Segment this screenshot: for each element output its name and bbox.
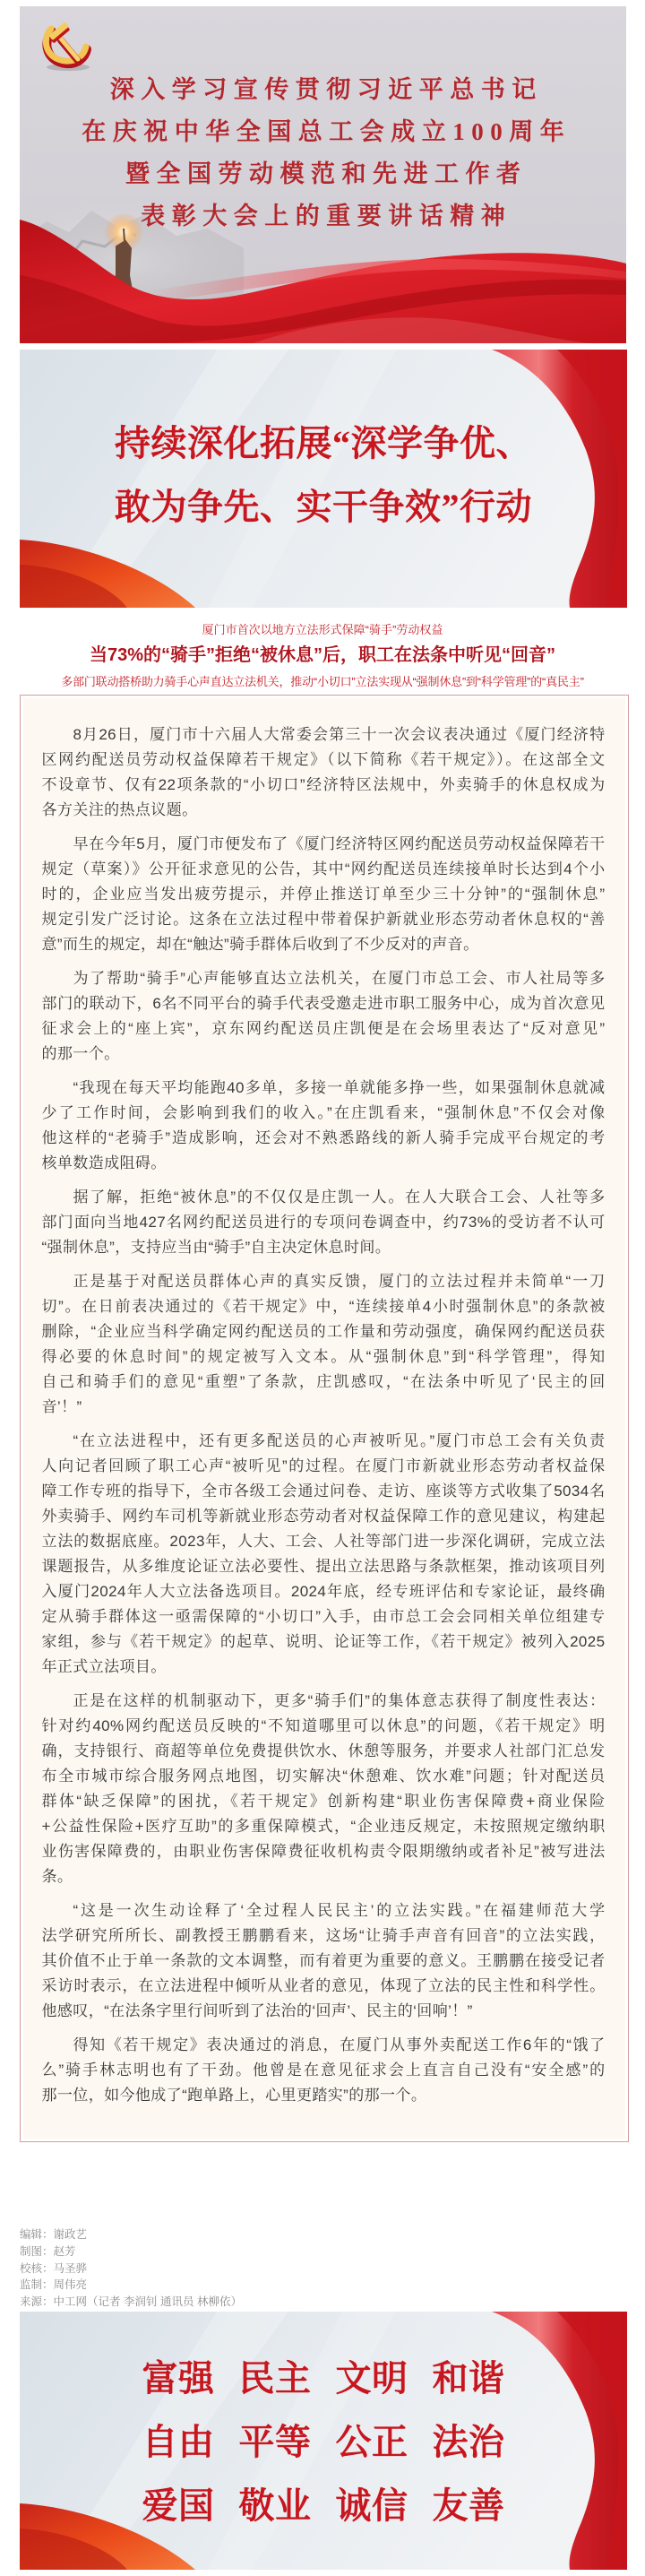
article-line: 条。 [41, 1867, 73, 1885]
article-paragraph [42, 1076, 606, 1176]
article-body [42, 722, 606, 2108]
article-paragraph [42, 722, 606, 823]
article-line: 意”而生的规定，却在“触达”骑手群体后收到了不少反对的声音。 [41, 935, 479, 953]
article-line: 其价值不止于单一条款的文本调整，而有着更为重要的意义。王鹏鹏在接受记者 [41, 1951, 606, 1969]
core-values-row [20, 2357, 627, 2400]
core-value: 法治 [432, 2422, 505, 2462]
article-line: 征求会上的“座上宾”，京东网约配送员庄凯便是在会场里表达了“反对意见” [41, 1019, 606, 1037]
core-value: 民主 [238, 2358, 312, 2399]
banner-title-line: 深入学习宣传贯彻习近平总书记 [109, 76, 543, 103]
article-line: 早在今年5月，厦门市便发布了《厦门经济特区网约配送员劳动权益保障若干 [73, 834, 606, 852]
core-value: 爱国 [142, 2485, 215, 2526]
article-paragraph [42, 966, 606, 1067]
core-value: 友善 [432, 2485, 505, 2526]
article-line: 时的，企业应当发出疲劳提示，并停止推送订单至少三十分钟”的“强制休息” [41, 885, 606, 903]
article-subheadline: 多部门联动搭桥助力骑手心声直达立法机关，推动“小切口”立法实现从“强制休息”到“科学管理”的“真民主” [61, 675, 584, 688]
article-line: 切”。在日前表决通过的《若干规定》中，“连续接单4小时强制休息”的条款被 [41, 1297, 606, 1315]
banner-title-line: 持续深化拓展“深学争优、 [115, 423, 532, 463]
article-line: 得必要的休息时间”的规定被写入文本。从“强制休息”到“科学管理”，得知 [41, 1347, 606, 1365]
credit-source [20, 2294, 242, 2311]
article-line: “强制休息”，支持应当由“骑手”自主决定休息时间。 [41, 1238, 391, 1256]
credit-value: 赵芳 [53, 2244, 76, 2258]
article-line: 部门的联动下，6名不同平台的骑手代表受邀走进市职工服务中心，成为首次意见 [41, 994, 606, 1012]
article-paragraph [42, 1269, 606, 1420]
banner-title-line: 表彰大会上的重要讲话精神 [141, 203, 512, 229]
article-line: 规定（草案）》公开征求意见的公告，其中“网约配送员连续接单时长达到4个小 [41, 860, 606, 877]
credit-value: 马圣骅 [53, 2261, 88, 2275]
article-line: 正是在这样的机制驱动下，更多“骑手们”的集体意志获得了制度性表达： [73, 1691, 606, 1709]
credit-separator: ： [42, 2261, 54, 2275]
article-line: 各方关注的热点议题。 [41, 800, 198, 818]
credit-value: 中工网（记者 李润钊 通讯员 林柳依） [53, 2295, 242, 2309]
credit-label: 编辑 [20, 2228, 43, 2241]
core-value: 自由 [142, 2422, 215, 2462]
credit-value: 谢政艺 [53, 2228, 88, 2241]
article-line: 少了工作时间，会影响到我们的收入。”在庄凯看来，“强制休息”不仅会对像 [41, 1103, 606, 1121]
article-line: 群体“缺乏保障”的困扰，《若干规定》创新构建“职业伤害保障费+商业保险 [41, 1792, 606, 1810]
credit-supervisor [20, 2277, 242, 2294]
article-paragraph [42, 1429, 606, 1680]
article-line: 人向记者回顾了职工心声“被听见”的过程。在厦门市新就业形态劳动者权益保 [41, 1457, 606, 1474]
article-line: 针对约40%网约配送员反映的“不知道哪里可以休息”的问题，《若干规定》明 [41, 1716, 606, 1734]
article-line: 障工作专班的指导下，全市各级工会通过问卷、走访、座谈等方式收集了5034名 [41, 1482, 606, 1500]
article-line: 法学研究所所长、副教授王鹏鹏看来，这场“让骑手声音有回音”的立法实践， [41, 1926, 606, 1944]
article-line: 核单数造成阻碍。 [41, 1154, 167, 1171]
article-line: +公益性保险+医疗互助”的多重保障模式，“企业违反规定，未按照规定缴纳职 [41, 1817, 606, 1835]
core-values-row [20, 2485, 627, 2528]
article-line: 么”骑手林志明也有了干劲。他曾是在意见征求会上直言自己没有“安全感”的 [41, 2061, 606, 2079]
credit-label: 制图 [20, 2244, 43, 2258]
core-value: 文明 [335, 2358, 408, 2399]
article-line: 采访时表示，在立法进程中倾听从业者的意见，体现了立法的民主性和科学性。 [41, 1976, 606, 1994]
article-line: 年正式立法项目。 [41, 1657, 167, 1675]
article-line: 规定引发广泛讨论。这条在立法过程中带着保护新就业形态劳动者休息权的“善 [41, 910, 606, 928]
credit-editor [20, 2226, 242, 2243]
article-line: 的那一个。 [41, 1044, 120, 1062]
article-body-box [20, 695, 629, 2142]
core-value: 和谐 [432, 2358, 505, 2399]
core-value: 平等 [238, 2422, 312, 2462]
credit-label: 监制 [20, 2278, 43, 2292]
article-credits [20, 2226, 242, 2311]
party-emblem-icon [39, 21, 93, 73]
credit-proofreader [20, 2260, 242, 2278]
article-line: “在立法进程中，还有更多配送员的心声被听见。”厦门市总工会有关负责 [73, 1431, 606, 1449]
article-paragraph [42, 1689, 606, 1889]
article-line: “我现在每天平均能跑40多单，多接一单就能多挣一些，如果强制休息就减 [73, 1078, 606, 1096]
top-banner-study-spirit [20, 6, 626, 343]
banner-title-line: 敢为争先、实干争效”行动 [115, 487, 532, 527]
credit-label: 校核 [20, 2261, 43, 2275]
article-line: 入厦门2024年人大立法备选项目。2024年底，经专班评估和专家论证，最终确 [41, 1582, 606, 1600]
article-paragraph [42, 1898, 606, 2024]
credit-separator: ： [42, 2295, 54, 2309]
action-campaign-banner [20, 350, 627, 608]
article-line: 外卖骑手、网约车司机等新就业形态劳动者对权益保障工作的意见建议，构建起 [41, 1507, 606, 1525]
credit-value: 周伟亮 [53, 2278, 88, 2292]
core-value: 敬业 [238, 2485, 312, 2526]
credit-label: 来源 [20, 2295, 43, 2309]
article-paragraph [42, 1185, 606, 1260]
article-line: 他这样的“老骑手”造成影响，还会对不熟悉路线的新人骑手完成平台规定的考 [41, 1128, 606, 1146]
article-line: 不设章节、仅有22项条款的“小切口”经济特区法规中，外卖骑手的休息权成为 [41, 775, 606, 793]
article-line: 那一位，如今他成了“跑单路上，心里更踏实”的那一个。 [41, 2086, 427, 2104]
article-line: 业伤害保障费的，由职业伤害保障费征收机构责令限期缴纳或者补足”被写进法 [41, 1842, 606, 1860]
article-line: 自己和骑手们的意见“重塑”了条款，庄凯感叹，“在法条中听见了‘民主的回 [41, 1372, 606, 1390]
article-line: 音’！” [41, 1397, 82, 1415]
credit-separator: ： [42, 2244, 54, 2258]
article-line: “这是一次生动诠释了‘全过程人民民主’的立法实践。”在福建师范大学 [73, 1901, 606, 1919]
article-line: 确，支持银行、商超等单位免费提供饮水、休憩等服务，并要求人社部门汇总发 [41, 1742, 606, 1759]
core-values-row [20, 2421, 627, 2464]
article-line: 课题报告，从多维度论证立法必要性、提出立法思路与条款框架，推动该项目列 [41, 1557, 606, 1575]
article-line: 部门面向当地427名网约配送员进行的专项问卷调查中，约73%的受访者不认可 [41, 1213, 606, 1231]
article-paragraph [42, 2033, 606, 2108]
banner-title-line: 在庆祝中华全国总工会成立100周年 [82, 118, 572, 145]
article-line: 定从骑手群体这一亟需保障的“小切口”入手，由市总工会会同相关单位组建专 [41, 1607, 606, 1625]
core-value: 富强 [142, 2358, 215, 2399]
core-values-banner [20, 2312, 627, 2570]
red-silk-background [20, 350, 627, 608]
article-line: 得知《若干规定》表决通过的消息，在厦门从事外卖配送工作6年的“饿了 [73, 2036, 606, 2053]
article-line: 据了解，拒绝“被休息”的不仅仅是庄凯一人。在人大联合工会、人社等多 [73, 1188, 606, 1206]
credit-graphics [20, 2243, 242, 2260]
article-line: 布全市城市综合服务网点地图，切实解决“休憩难、饮水难”问题；针对配送员 [41, 1767, 606, 1785]
article-line: 区网约配送员劳动权益保障若干规定》（以下简称《若干规定》）。在这部全文 [41, 750, 606, 768]
credit-separator: ： [42, 2228, 54, 2241]
credit-separator: ： [42, 2278, 54, 2292]
core-value: 诚信 [335, 2485, 408, 2526]
article-line: 为了帮助“骑手”心声能够直达立法机关，在厦门市总工会、市人社局等多 [73, 969, 606, 987]
banner-title-line: 暨全国劳动模范和先进工作者 [125, 160, 528, 187]
article-headline: 当73%的“骑手”拒绝“被休息”后，职工在法条中听见“回音” [89, 645, 556, 665]
article-line: 立法的数据底座。2023年，人大、工会、人社等部门进一步深化调研，完成立法 [41, 1532, 606, 1550]
article-line: 8月26日，厦门市十六届人大常委会第三十一次会议表决通过《厦门经济特 [73, 725, 606, 743]
article-line: 家组，参与《若干规定》的起草、说明、论证等工作，《若干规定》被列入2025 [41, 1632, 606, 1650]
article-line: 删除，“企业应当科学确定网约配送员的工作量和劳动强度，确保网约配送员获 [41, 1322, 606, 1340]
article-line: 他感叹，“在法条字里行间听到了法治的‘回声’、民主的‘回响’！” [41, 2001, 473, 2019]
core-value: 公正 [335, 2422, 408, 2462]
article-line: 正是基于对配送员群体心声的真实反馈，厦门的立法过程并未简单“一刀 [73, 1272, 606, 1290]
article-paragraph [42, 832, 606, 957]
article-kicker: 厦门市首次以地方立法形式保障“骑手”劳动权益 [202, 623, 443, 636]
